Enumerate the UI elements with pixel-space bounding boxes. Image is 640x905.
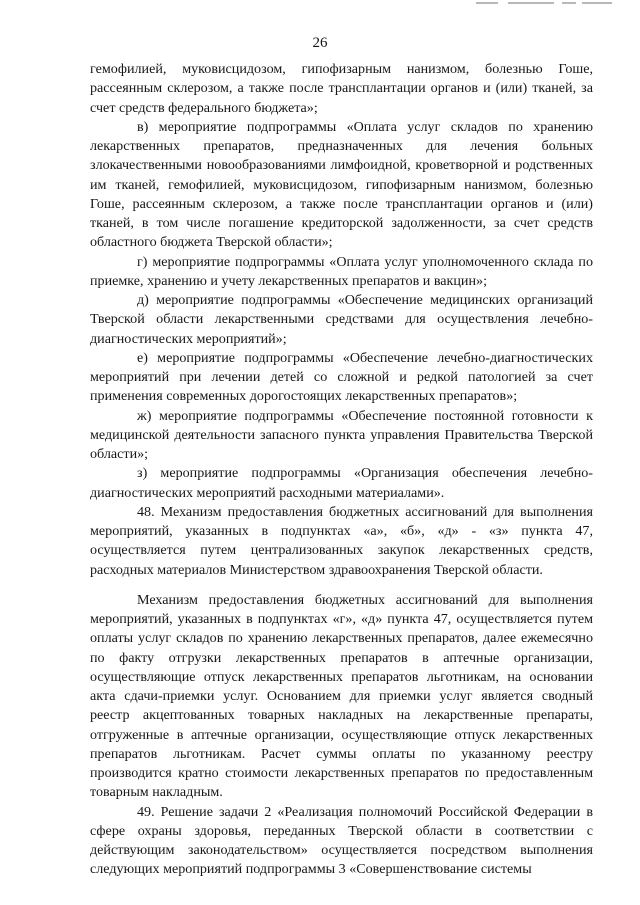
list-item-zh: ж) мероприятие подпрограммы «Обеспечение постоянной готовности к медицинской деятельности запасного пункта управления Правительства Тверской области»;	[90, 407, 593, 462]
list-item-z: з) мероприятие подпрограммы «Организация обеспечения лечебно-диагностических мероприятий расходными материалами».	[90, 465, 593, 501]
paragraph-mechanism: Механизм предоставления бюджетных ассигнований для выполнения мероприятий, указанных в подпунктах «г», «д» пункта 47, осуществляется путем оплаты услуг складов по хранению лекарственных препаратов, далее ежемесячно по факту отгрузки лекарственных препаратов в аптечные организации, осуществляющие отпуск лекарственных препаратов льготникам, на основании акта сдачи-приемки услуг. Основанием для приемки услуг является сводный реестр акцептованных товарных накладных на лекарственные препараты, отгруженные в аптечные организации, осуществляющие отпуск лекарственных препаратов льготникам. Расчет суммы оплаты по указанному реестру производится кратно стоимости лекарственных препаратов по предоставленным товарным накладным.	[90, 591, 593, 801]
list-item-e: е) мероприятие подпрограммы «Обеспечение лечебно-диагностических мероприятий при лечении детей со сложной и редкой патологией за счет применения современных дорогостоящих лекарственных препаратов»;	[90, 349, 593, 405]
paragraph-49: 49. Решение задачи 2 «Реализация полномочий Российской Федерации в сфере охраны здоровья, переданных Тверской области в соответствии с действующим законодательством» осуществляется посредством выполнения следующих мероприятий подпрограммы 3 «Совершенствование системы	[90, 803, 593, 878]
list-item-v: в) мероприятие подпрограммы «Оплата услуг складов по хранению лекарственных препаратов, предназначенных для лечения больных злокачественными новообразованиями лимфоидной, кроветворной и родственных им тканей, гемофилией, муковисцидозом, гипофизарным нанизмом, болезнью Гоше, рассеянным склерозом, а также после трансплантации органов и (или) тканей, в том числе погашение кредиторской задолженности, за счет средств областного бюджета Тверской области»;	[90, 118, 593, 251]
document-body	[90, 60, 593, 880]
paragraph-48: 48. Механизм предоставления бюджетных ассигнований для выполнения мероприятий, указанных в подпунктах «а», «б», «д» - «з» пункта 47, осуществляется путем централизованных закупок лекарственных средств, расходных материалов Министерством здравоохранения Тверской области.	[90, 503, 593, 578]
list-item-d: д) мероприятие подпрограммы «Обеспечение медицинских организаций Тверской области лекарственными средствами для осуществления лечебно-диагностических мероприятий»;	[90, 292, 593, 347]
paragraph-continuation: гемофилией, муковисцидозом, гипофизарным нанизмом, болезнью Гоше, рассеянным склерозом, а также после трансплантации органов и (или) тканей, за счет средств федерального бюджета»;	[90, 61, 593, 116]
list-item-g: г) мероприятие подпрограммы «Оплата услуг уполномоченного склада по приемке, хранению и учету лекарственных препаратов и вакцин»;	[90, 253, 593, 289]
page-number: 26	[312, 35, 328, 51]
scan-margin-mark	[468, 0, 618, 8]
